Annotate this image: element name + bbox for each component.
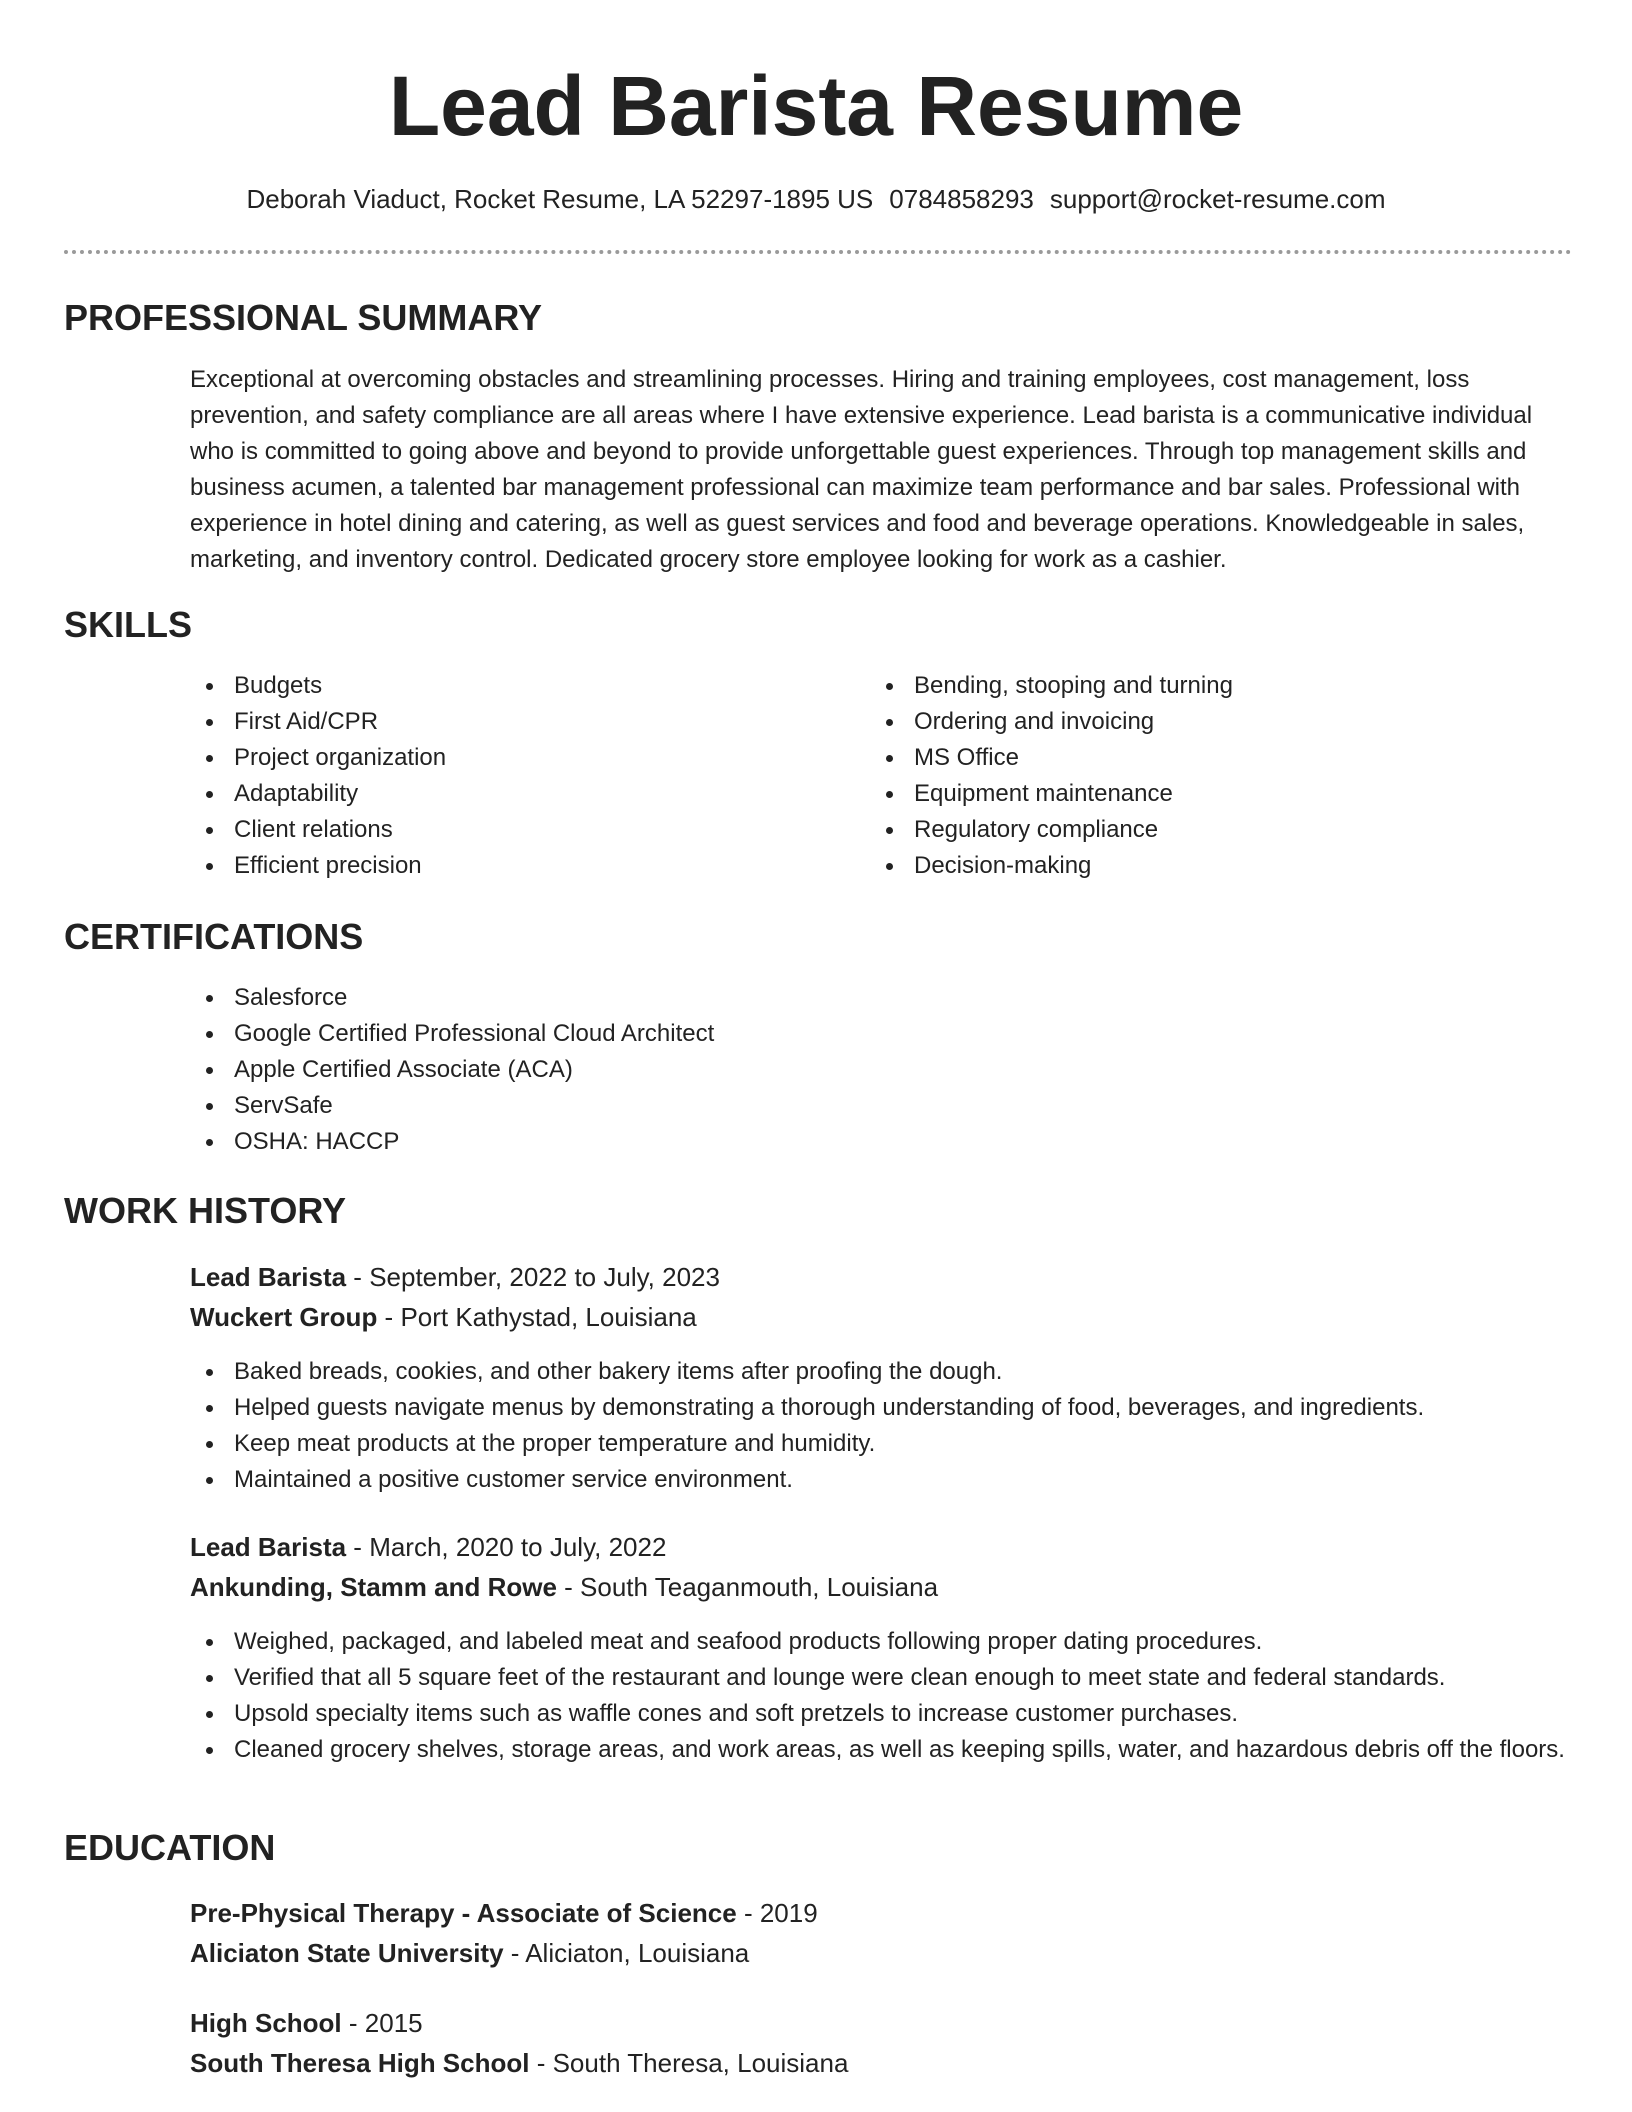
job-dates: March, 2020 to July, 2022: [369, 1532, 667, 1562]
job-duties-list: [190, 1354, 1572, 1498]
job-company: Wuckert Group: [190, 1302, 378, 1332]
job-duty-item: Weighed, packaged, and labeled meat and seafood products following proper dating procedures.: [190, 1624, 1572, 1660]
job-duty-item: Verified that all 5 square feet of the restaurant and lounge were clean enough to meet state and federal standards.: [190, 1660, 1572, 1696]
job-duty-item: Maintained a positive customer service environment.: [190, 1462, 1572, 1498]
contact-email[interactable]: support@rocket-resume.com: [1049, 184, 1386, 214]
contact-phone: 0784858293: [889, 184, 1034, 214]
education-location: Aliciaton, Louisiana: [525, 1938, 750, 1968]
education-degree: High School: [190, 2008, 342, 2038]
skill-item: Ordering and invoicing: [870, 704, 1570, 740]
job-title-line: [190, 1528, 666, 1566]
education-degree: Pre-Physical Therapy - Associate of Science: [190, 1898, 737, 1928]
job-location: South Teaganmouth, Louisiana: [580, 1572, 939, 1602]
skill-item: Project organization: [190, 740, 830, 776]
certification-item: Apple Certified Associate (ACA): [190, 1052, 1570, 1088]
separator: -: [377, 1302, 401, 1332]
contact-address: Deborah Viaduct, Rocket Resume, LA 52297-1895 US: [246, 184, 874, 214]
header-divider: [64, 250, 1572, 254]
skills-heading: SKILLS: [64, 604, 193, 645]
job-company-line: [190, 1298, 697, 1336]
separator: -: [341, 2008, 365, 2038]
certifications-list: [190, 980, 1570, 1160]
separator: -: [736, 1898, 760, 1928]
job-title-line: [190, 1258, 720, 1296]
job-location: Port Kathystad, Louisiana: [400, 1302, 697, 1332]
separator: -: [503, 1938, 526, 1968]
job-company: Ankunding, Stamm and Rowe: [190, 1572, 557, 1602]
skill-item: Budgets: [190, 668, 830, 704]
certification-item: ServSafe: [190, 1088, 1570, 1124]
separator: -: [556, 1572, 581, 1602]
job-duty-item: Helped guests navigate menus by demonstrating a thorough understanding of food, beverages, and ingredients.: [190, 1390, 1572, 1426]
skill-item: First Aid/CPR: [190, 704, 830, 740]
certifications-heading: CERTIFICATIONS: [64, 916, 364, 957]
skills-left-column: [190, 668, 830, 884]
education-school: South Theresa High School: [190, 2048, 530, 2078]
job-duty-item: Baked breads, cookies, and other bakery items after proofing the dough.: [190, 1354, 1572, 1390]
job-dates: September, 2022 to July, 2023: [369, 1262, 720, 1292]
separator: -: [346, 1532, 370, 1562]
education-school: Aliciaton State University: [190, 1938, 504, 1968]
certification-item: OSHA: HACCP: [190, 1124, 1570, 1160]
skill-item: Regulatory compliance: [870, 812, 1570, 848]
job-duties-list: [190, 1624, 1572, 1768]
education-year: 2019: [759, 1898, 818, 1928]
education-degree-line: [190, 1894, 818, 1932]
certification-item: Google Certified Professional Cloud Architect: [190, 1016, 1570, 1052]
skill-item: MS Office: [870, 740, 1570, 776]
summary-heading: PROFESSIONAL SUMMARY: [64, 297, 543, 338]
education-heading: EDUCATION: [64, 1827, 276, 1868]
education-degree-line: [190, 2004, 423, 2042]
work-history-heading: WORK HISTORY: [64, 1190, 347, 1231]
separator: -: [346, 1262, 370, 1292]
skill-item: Bending, stooping and turning: [870, 668, 1570, 704]
job-company-line: [190, 1568, 938, 1606]
skill-item: Client relations: [190, 812, 830, 848]
skills-right-column: [870, 668, 1570, 884]
job-duty-item: Keep meat products at the proper temperature and humidity.: [190, 1426, 1572, 1462]
education-location: South Theresa, Louisiana: [552, 2048, 849, 2078]
resume-title: Lead Barista Resume: [388, 59, 1244, 153]
skill-item: Adaptability: [190, 776, 830, 812]
contact-line: [0, 181, 1632, 217]
skill-item: Efficient precision: [190, 848, 830, 884]
education-year: 2015: [364, 2008, 423, 2038]
job-duty-item: Upsold specialty items such as waffle cones and soft pretzels to increase customer purchases.: [190, 1696, 1572, 1732]
certification-item: Salesforce: [190, 980, 1570, 1016]
separator: -: [529, 2048, 553, 2078]
skill-item: Decision-making: [870, 848, 1570, 884]
job-title: Lead Barista: [190, 1262, 347, 1292]
education-school-line: [190, 1934, 749, 1972]
job-title: Lead Barista: [190, 1532, 347, 1562]
job-duty-item: Cleaned grocery shelves, storage areas, and work areas, as well as keeping spills, water, and hazardous debris off the floors.: [190, 1732, 1572, 1768]
education-school-line: [190, 2044, 848, 2082]
summary-text: Exceptional at overcoming obstacles and streamlining processes. Hiring and training employees, cost management, loss prevention, and safety compliance are all areas where I have extensive experience. Lead barista is a communicative individual who is committed to going above and beyond to provide unforgettable guest experiences. Through top management skills and business acumen, a talented bar management professional can maximize team performance and bar sales. Professional with experience in hotel dining and catering, as well as guest services and food and beverage operations. Knowledgeable in sales, marketing, and inventory control. Dedicated grocery store employee looking for work as a cashier.: [190, 366, 1533, 573]
skill-item: Equipment maintenance: [870, 776, 1570, 812]
